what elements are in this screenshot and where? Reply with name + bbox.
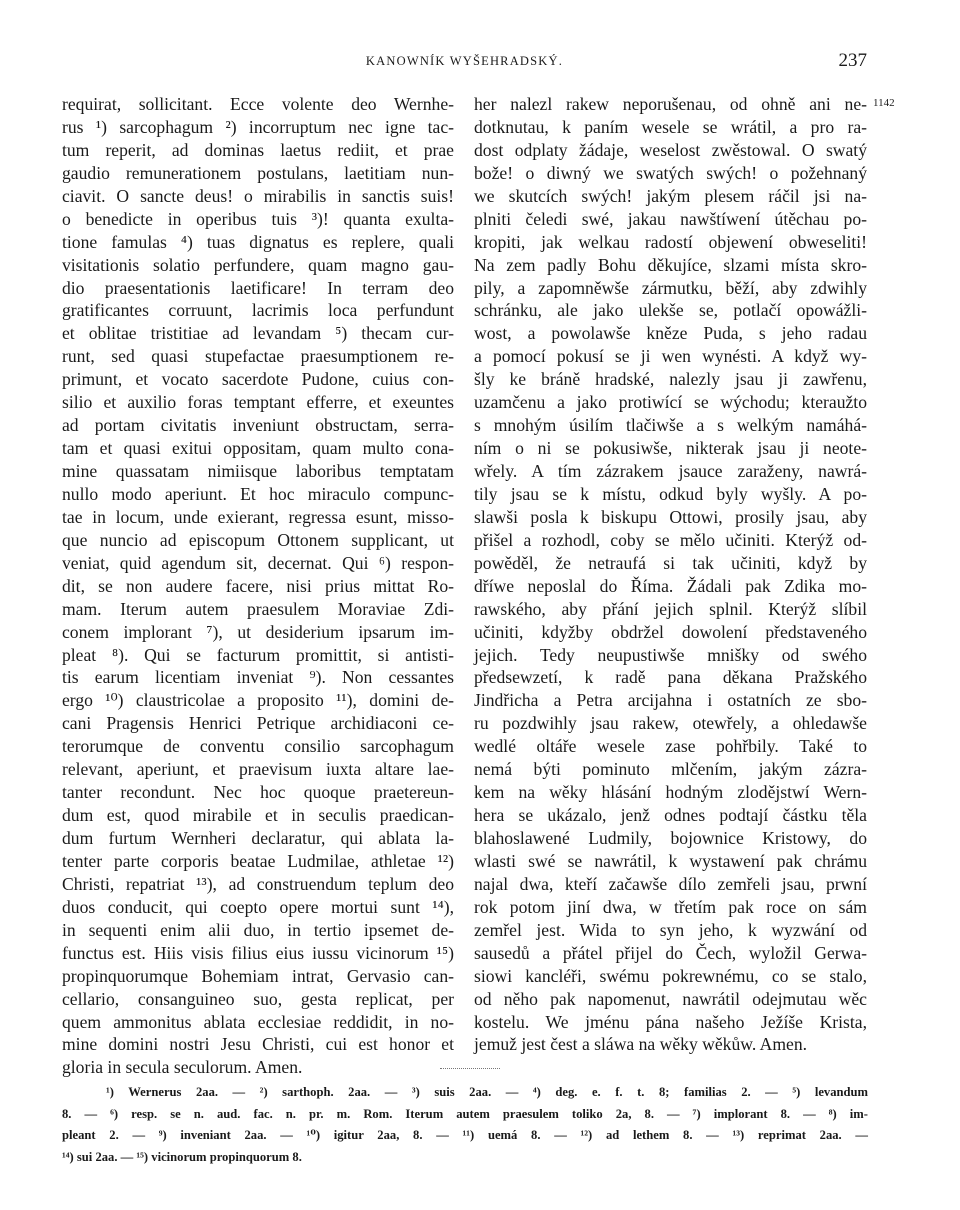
text-line: gloria in secula seculorum. Amen. — [62, 1057, 303, 1078]
text-line: her nalezl rakew neporušenau, od ohně ani ne- — [474, 94, 867, 114]
text-line: cellario, consanguineo suo, gesta replicat, per — [62, 988, 454, 1009]
text-line: runt, sed quasi stupefactae praesumptionem re- — [62, 346, 454, 367]
text-line: dost odplaty žádaje, weselost zwěstowal. O swatý — [474, 139, 867, 160]
text-line: et oblitae tristitiae ad levandam ⁵) thecam cur- — [62, 323, 454, 344]
text-line: tum reperit, ad dominas laetus rediit, et prae — [62, 139, 454, 160]
text-line: pleat ⁸). Qui se facturum promittit, si antisti- — [62, 644, 454, 665]
latin-text-column — [62, 93, 454, 1079]
text-line: gaudio remunerationem postulans, laetitiam nun- — [62, 162, 454, 183]
text-line: schránku, ale jako ulekše se, potlačí opowážli- — [474, 300, 867, 321]
text-line: plniti čeledi swé, jakau nawštíwení útěchau po- — [474, 208, 867, 229]
text-line: kostelu. We jménu pána našeho Ježíše Krista, — [474, 1011, 867, 1032]
text-line: dum est, quod mirabile et in seculis praedican- — [62, 805, 454, 826]
text-line: ad portam civitatis inveniunt obstructam, serra- — [62, 415, 454, 436]
footnote-line: 8. — ⁶) resp. se n. aud. fac. n. pr. m. Rom. Iterum autem praesulem toliko 2a, 8. — ⁷) implorant 8. — ⁸) im- — [62, 1106, 868, 1121]
text-line: visitationis solatio perfundere, quam magno gau- — [62, 254, 454, 275]
text-line: Jindřicha a Petra arcijahna i ostatních ze sbo- — [474, 690, 867, 711]
text-line: wřely. A tím zázrakem jsauce zaraženy, nawrá- — [474, 461, 867, 481]
text-line: jejich. Tedy neupustiwše mnišky od swého — [474, 644, 867, 665]
text-line: dum furtum Wernheri declaratur, qui ablata la- — [62, 828, 454, 848]
text-line: duos conducit, qui coepto opere mortui sunt ¹⁴), — [62, 896, 454, 917]
text-line: silio et auxilio foras temptant efferre, et exeuntes — [62, 392, 454, 413]
footnote-line: ¹) Wernerus 2aa. — ²) sarthoph. 2aa. — ³) suis 2aa. — ⁴) deg. e. f. t. 8; familias 2. — ⁵) levandum — [106, 1085, 868, 1099]
text-line: rawského, aby přání jejich splnil. Kterýž slíbil — [474, 598, 867, 619]
text-line: mam. Iterum autem praesulem Moraviae Zdi- — [62, 598, 454, 619]
text-line: relevant, aperiunt, et praevisum iuxta altare lae- — [62, 759, 454, 780]
page-number: 237 — [838, 50, 867, 71]
text-line: tenter parte corporis beatae Ludmilae, athletae ¹²) — [62, 850, 454, 871]
text-line: a pomocí pokusí se ji wen wynésti. A když wy- — [474, 346, 867, 367]
text-line: mine quassatam nimiisque laboribus temptatam — [62, 461, 454, 481]
text-line: tae in locum, unde exierant, regressa esunt, misso- — [62, 506, 454, 527]
footnote-line: pleant 2. — ⁹) inveniant 2aa. — ¹⁰) igitur 2aa, 8. — ¹¹) uemá 8. — ¹²) ad lethem 8. — ¹³) reprimat 2aa. — — [62, 1128, 868, 1142]
text-line: najal dwa, kteří začawše dílo zemřeli jsau, prwní — [474, 873, 867, 894]
text-line: ciavit. O sancte deus! o mirabilis in sanctis suis! — [62, 185, 454, 206]
text-line: nullo modo aperiunt. Et hoc miraculo compunc- — [62, 483, 454, 504]
text-line: o benedicte in operibus tuis ³)! quanta exulta- — [62, 208, 454, 229]
running-title: KANOWNÍK WYŠEHRADSKÝ. — [365, 54, 564, 68]
text-line: jemuž jest čest a sláwa na wěky wěkůw. Amen. — [474, 1034, 808, 1055]
text-line: tione famulas ⁴) tuas dignatus es replere, quali — [62, 231, 454, 252]
text-line: tam et quasi exitui oppositam, quam multo cona- — [62, 438, 454, 459]
text-line: přišel a rozhodl, coby se mělo učiniti. Kterýž od- — [474, 529, 867, 550]
text-line: dit, se non audere facere, nisi prius mittat Ro- — [62, 575, 454, 596]
text-line: gratificantes corruunt, lacrimis loca perfundunt — [62, 300, 454, 321]
text-line: pily, a zapomněwše zármutku, běží, aby zdwihly — [474, 277, 867, 298]
text-line: hera se ukázalo, jenž odnes podtají částku těla — [474, 805, 867, 826]
text-line: mine domini nostri Jesu Christi, cui est honor et — [62, 1034, 454, 1055]
text-line: terorumque de conventu consilio sarcophagum — [62, 736, 454, 757]
text-line: Na zem padly Bohu děkujíce, slzami místa skro- — [474, 254, 867, 275]
text-line: Christi, repatriat ¹³), ad construendum teplum deo — [62, 873, 454, 894]
text-line: wlasti swé se nawrátil, k wystawení pak chrámu — [474, 850, 867, 871]
text-line: tily jsau se k místu, odkud byly wyšly. A po- — [474, 483, 867, 504]
margin-year-note: 1142 — [873, 97, 895, 109]
text-line: requirat, sollicitant. Ecce volente deo Wernhe- — [62, 94, 454, 114]
text-line: siowi kancléři, swému pokrewnému, co se stalo, — [474, 965, 867, 986]
text-line: s mnohým úsilím tlačiwše a s welkým namáhá- — [474, 415, 867, 436]
text-line: powěděl, že netraufá si tak učiniti, když by — [474, 552, 867, 573]
text-line: dotknutau, k paním wesele se wrátil, a pro ra- — [474, 116, 867, 137]
footnote-divider — [440, 1068, 500, 1069]
text-line: předsewzetí, k radě pana děkana Pražského — [474, 667, 867, 688]
text-line: kropiti, jak welkau radostí objewení obweseliti! — [474, 231, 867, 252]
text-line: blahoslawené Ludmily, bojownice Kristowy, do — [474, 828, 867, 848]
text-line: slawši posla k biskupu Ottowi, prosily jsau, aby — [474, 506, 867, 527]
text-line: cani Pragensis Henrici Petrique archidiaconi ce- — [62, 713, 454, 734]
text-line: sausedů a přátel přijel do Čech, wyložil Gerwa- — [474, 942, 867, 963]
footnotes — [62, 1082, 868, 1168]
text-line: nemá býti pominuto mlčením, jakým zázra- — [474, 759, 867, 780]
text-line: we skutcích swých! jakým plesem ráčil jsi na- — [474, 185, 867, 206]
text-line: conem implorant ⁷), ut desiderium ipsarum im- — [62, 621, 454, 642]
text-line: ru pozdwihly jsau rakew, otewřely, a ohledawše — [474, 713, 867, 734]
text-line: wedlé oltáře wesele zase pohřbily. Také to — [474, 736, 867, 757]
text-line: veniat, quid agendum sit, decernat. Qui ⁶) respon- — [62, 552, 454, 573]
text-line: tanter recondunt. Nec hoc quoque praetereun- — [62, 782, 454, 803]
czech-text-column — [474, 93, 867, 1056]
text-line: od něho pak napomenut, nawrátil odejmutau wěc — [474, 988, 867, 1009]
text-line: šly ke bráně hradské, nalezly jsau ji zawřenu, — [474, 369, 867, 390]
text-line: dio praesentationis laetificare! In terram deo — [62, 277, 454, 298]
text-line: kem na wěky hlásání hodným zlodějstwí Wern- — [474, 782, 867, 803]
text-line: rus ¹) sarcophagum ²) incorruptum nec igne tac- — [62, 116, 454, 137]
text-line: functus est. Hiis visis filius eius iussu vicinorum ¹⁵) — [62, 942, 454, 963]
text-line: tis earum licentiam inveniat ⁹). Non cessantes — [62, 667, 454, 688]
text-line: que nuncio ad episcopum Ottonem supplicant, ut — [62, 529, 454, 550]
text-line: propinquorumque Bohemiam intrat, Gervasio can- — [62, 965, 454, 986]
text-line: uzamčenu a jako protiwící se wýchodu; kteraužto — [474, 392, 867, 413]
text-line: dříwe neposlal do Říma. Žádali pak Zdika mo- — [474, 575, 867, 596]
text-line: rok potom jiní dwa, w třetím pak roce on sám — [474, 896, 867, 917]
text-line: quem ammonitus ablata ecclesiae reddidit, in no- — [62, 1011, 454, 1032]
text-line: primunt, et vocato sacerdote Pudone, cuius con- — [62, 369, 454, 390]
page-header — [62, 50, 867, 76]
text-line: wost, a powolawše kněze Puda, s jeho radau — [474, 323, 867, 344]
text-line: in sequenti enim alii duo, in tertio ipsemet de- — [62, 919, 454, 940]
text-line: bože! o diwný we swatých swých! o požehnaný — [474, 162, 867, 183]
text-line: ergo ¹⁰) claustricolae a proposito ¹¹), domini de- — [62, 690, 454, 711]
text-line: učiniti, kdyžby obdržel dowolení představeného — [474, 621, 867, 642]
text-line: ním o ni se pokusiwše, nikterak jsau ji neote- — [474, 438, 867, 459]
footnote-line: ¹⁴) sui 2aa. — ¹⁵) vicinorum propinquorum 8. — [62, 1149, 302, 1164]
text-line: zemřel jest. Wida to syn jeho, k wyzwání od — [474, 919, 867, 940]
